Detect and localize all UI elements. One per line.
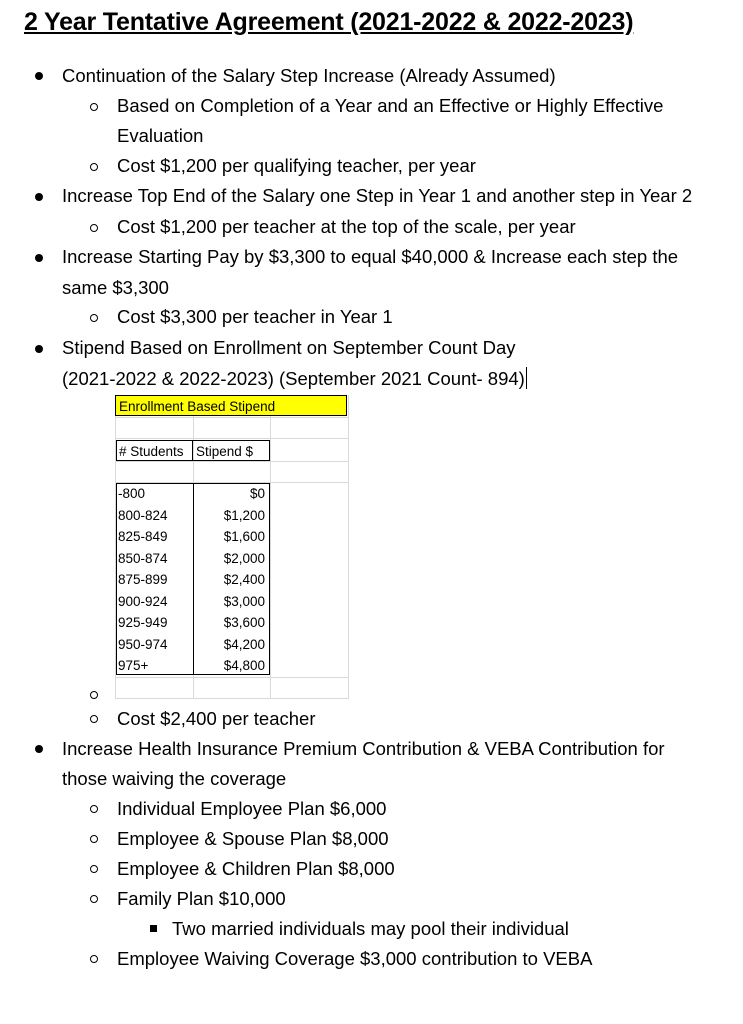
sub-bullet-icon <box>90 895 98 903</box>
table-row-students: -800 <box>118 486 146 501</box>
sub-bullet-text: Employee Waiving Coverage $3,000 contribution to VEBA <box>117 948 593 969</box>
bullet-text: Increase Top End of the Salary one Step in Year 1 and another step in Year 2 <box>62 185 693 206</box>
bullet-text: Increase Health Insurance Premium Contribution & VEBA Contribution for <box>62 738 665 759</box>
table-row-stipend: $0 <box>249 486 265 501</box>
table-row-stipend: $4,200 <box>223 636 265 652</box>
table-row-stipend: $2,000 <box>223 550 265 566</box>
sub-bullet-icon <box>90 955 98 963</box>
sub-bullet-text: Cost $1,200 per qualifying teacher, per year <box>117 155 476 176</box>
bullet-icon <box>35 72 43 80</box>
sub-bullet-icon <box>90 835 98 843</box>
sub-bullet-text: Cost $1,200 per teacher at the top of the scale, per year <box>117 216 576 237</box>
bullet-text-count: (2021-2022 & 2022-2023) (September 2021 Count- 894) <box>62 368 525 389</box>
sub-bullet-text: Individual Employee Plan $6,000 <box>117 798 387 819</box>
sub-bullet-text-continued: Evaluation <box>117 125 204 146</box>
sub-bullet-icon <box>90 163 98 171</box>
table-row-stipend: $1,200 <box>223 507 265 523</box>
page-title: 2 Year Tentative Agreement (2021-2022 & 2022-2023) <box>24 8 634 36</box>
sub-bullet-text: Employee & Spouse Plan $8,000 <box>117 828 389 849</box>
sub-bullet-icon <box>90 805 98 813</box>
sub-bullet-icon <box>90 224 98 232</box>
table-row-students: 975+ <box>118 658 149 673</box>
table-row-students: 825-849 <box>118 529 168 544</box>
table-row-stipend: $4,800 <box>223 658 265 673</box>
table-row-students: 875-899 <box>118 572 168 587</box>
table-row-stipend: $3,600 <box>223 615 265 630</box>
table-row-students: 900-924 <box>118 593 168 609</box>
sub-sub-bullet-text: Two married individuals may pool their individual <box>172 918 569 939</box>
bullet-text: Stipend Based on Enrollment on September Count Day <box>62 337 516 358</box>
table-row-students: 800-824 <box>118 507 168 523</box>
enrollment-stipend-table <box>115 395 349 699</box>
bullet-icon <box>35 345 43 353</box>
sub-bullet-text: Cost $2,400 per teacher <box>117 708 316 729</box>
sub-bullet-text: Family Plan $10,000 <box>117 888 286 909</box>
table-row-stipend: $1,600 <box>223 529 265 544</box>
sub-sub-bullet-icon <box>150 925 157 932</box>
bullet-text: Increase Starting Pay by $3,300 to equal $40,000 & Increase each step the <box>62 246 679 267</box>
table-row-students: 925-949 <box>118 615 168 630</box>
column-header-students: # Students <box>116 440 193 461</box>
bullet-icon <box>35 193 43 201</box>
stipend-table-title: Enrollment Based Stipend <box>115 395 347 416</box>
table-row-stipend: $3,000 <box>223 593 265 609</box>
sub-bullet-icon <box>90 103 98 111</box>
bullet-icon <box>35 745 43 753</box>
bullet-text-continued: same $3,300 <box>62 277 169 298</box>
sub-bullet-text: Based on Completion of a Year and an Effective or Highly Effective <box>117 95 664 116</box>
column-header-stipend: Stipend $ <box>193 440 270 461</box>
bullet-text-continued: those waiving the coverage <box>62 768 287 789</box>
sub-bullet-icon-empty <box>90 691 98 699</box>
table-row-students: 950-974 <box>118 636 168 652</box>
sub-bullet-text: Cost $3,300 per teacher in Year 1 <box>117 306 393 327</box>
bullet-text-continued <box>62 367 527 391</box>
sub-bullet-icon <box>90 715 98 723</box>
table-row-stipend: $2,400 <box>223 572 265 587</box>
bullet-text: Continuation of the Salary Step Increase (Already Assumed) <box>62 65 556 86</box>
bullet-icon <box>35 254 43 262</box>
text-cursor <box>526 367 528 389</box>
table-row-students: 850-874 <box>118 550 168 566</box>
sub-bullet-text: Employee & Children Plan $8,000 <box>117 858 395 879</box>
sub-bullet-icon <box>90 865 98 873</box>
sub-bullet-icon <box>90 314 98 322</box>
